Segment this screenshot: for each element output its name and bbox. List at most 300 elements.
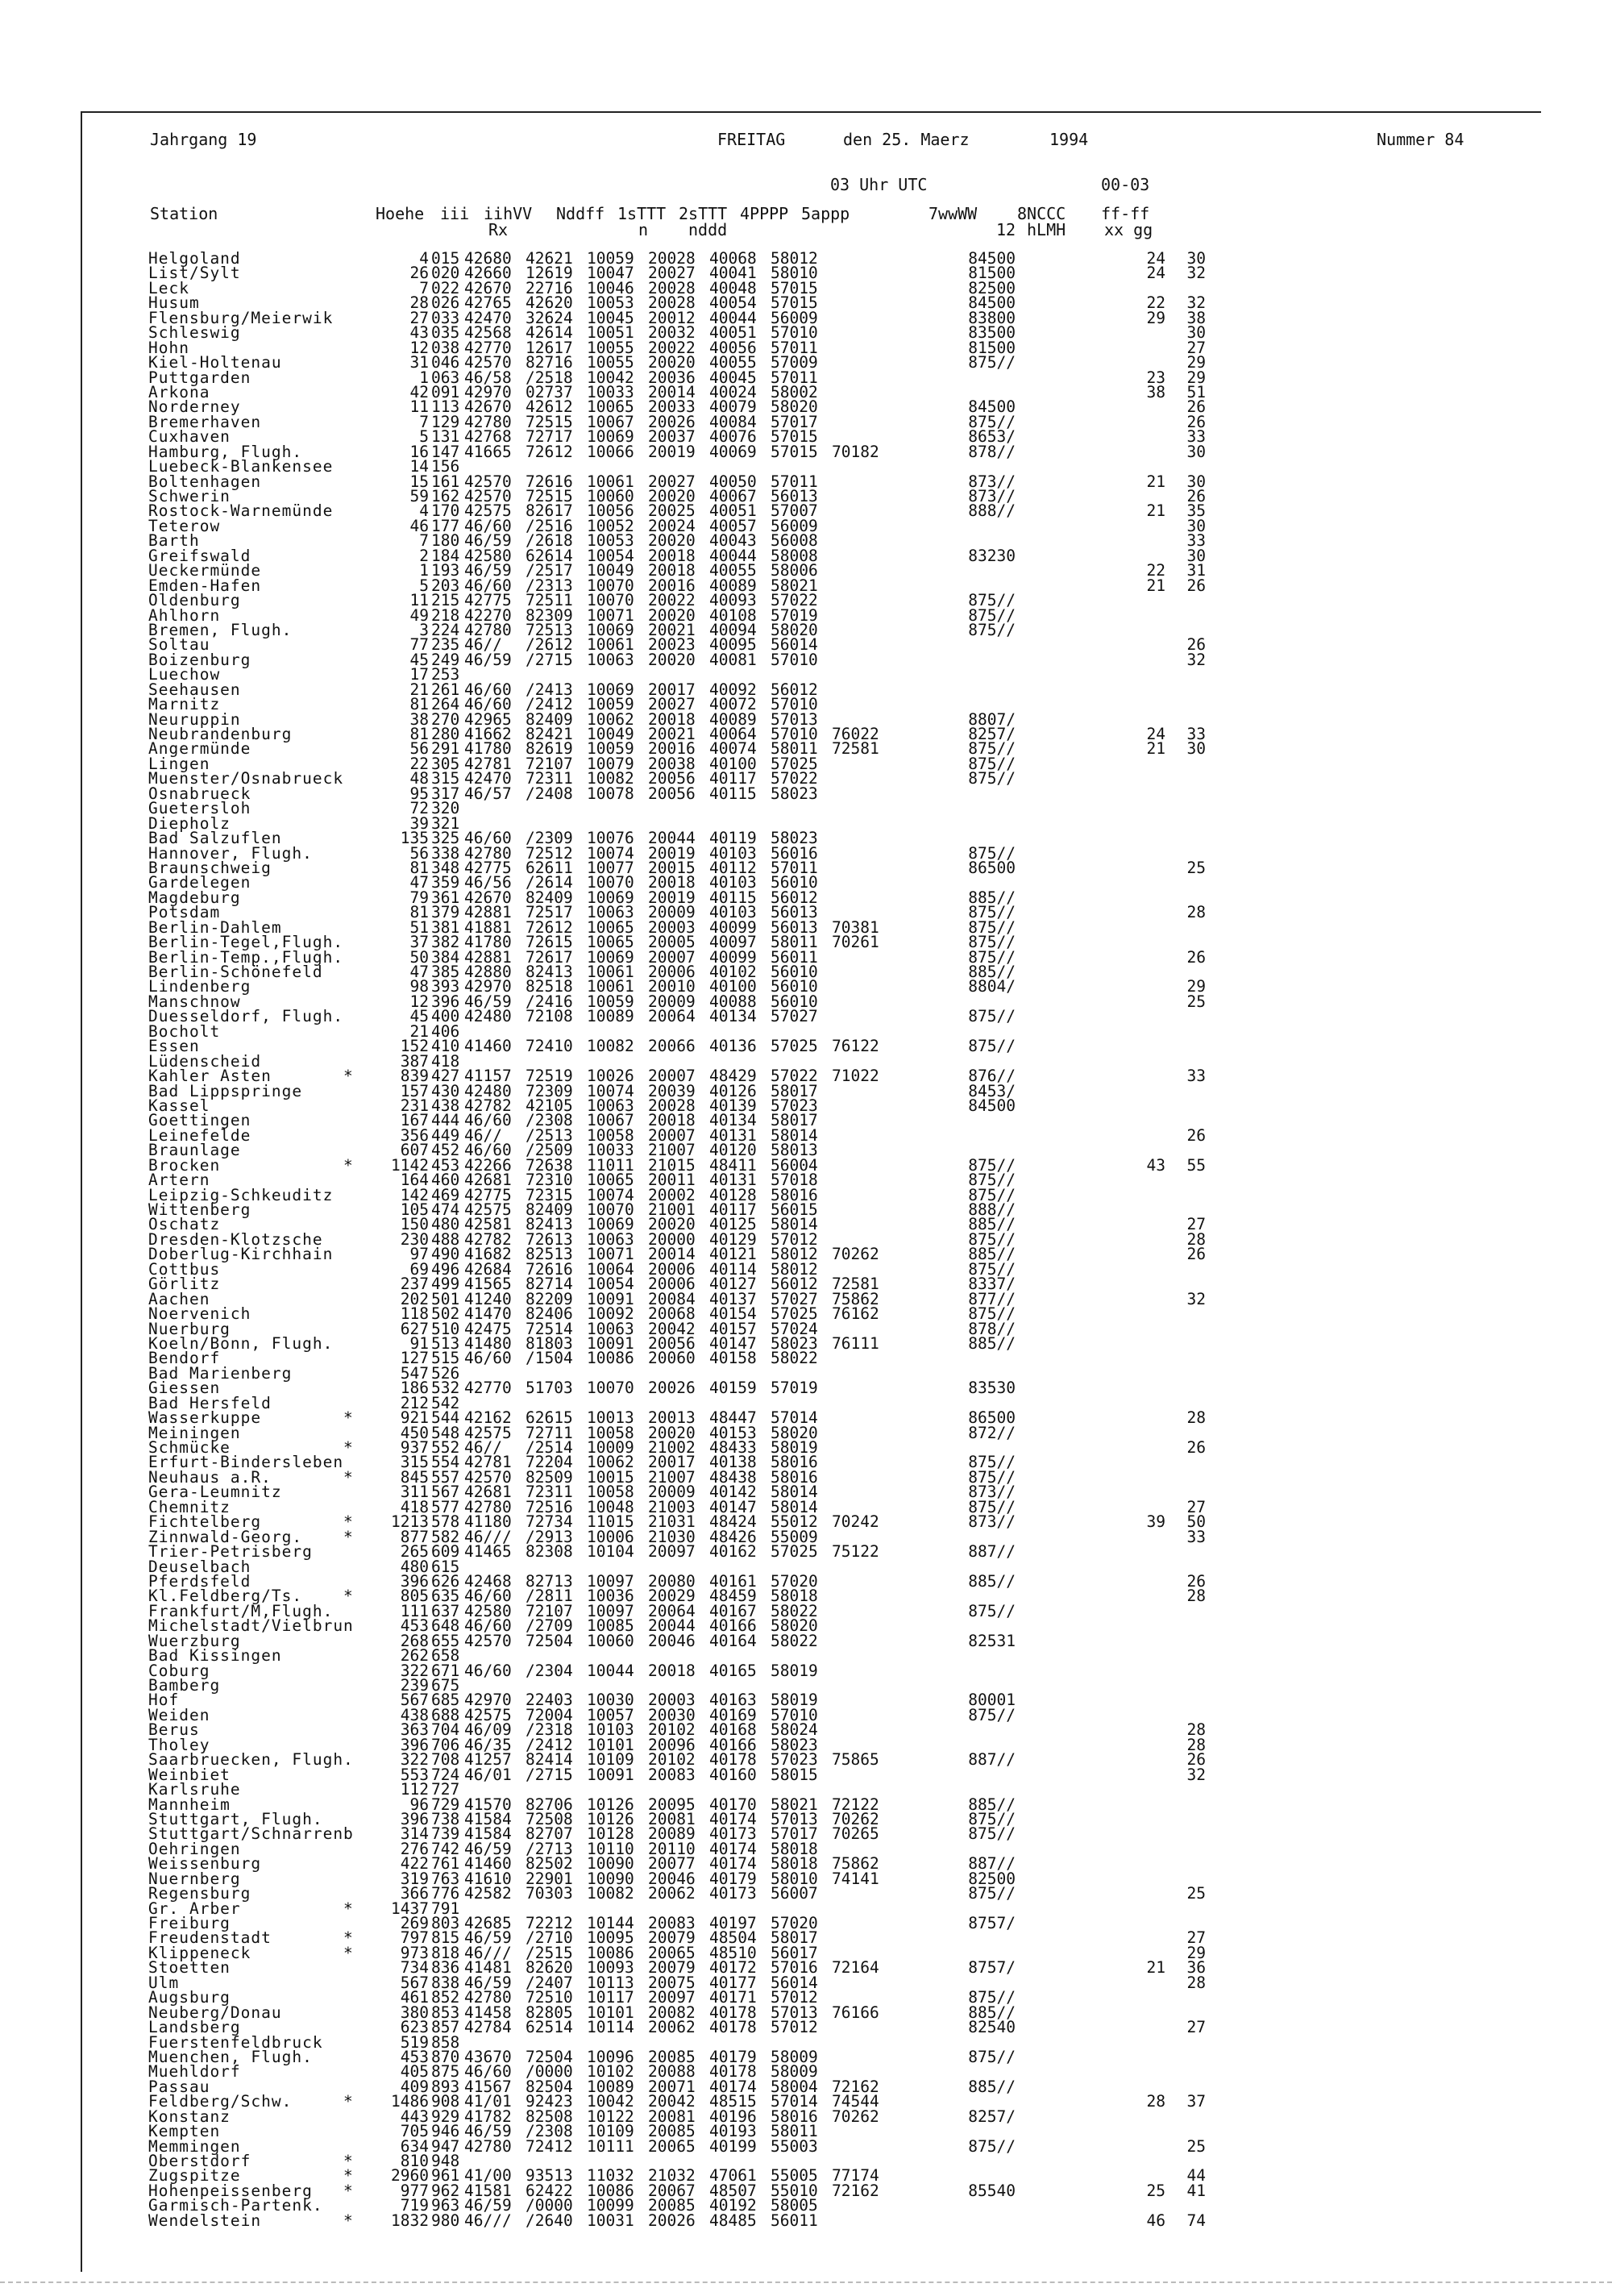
group-8nccc: 81500 bbox=[968, 338, 1016, 357]
station-name: Wendelstein bbox=[148, 2211, 262, 2230]
group-5appp: 58011 bbox=[771, 2122, 818, 2141]
group-iihvv: 46/59 bbox=[464, 1839, 512, 1858]
group-4pppp: 40158 bbox=[709, 1349, 757, 1368]
station-id: 249 bbox=[431, 650, 460, 669]
ff-gg: 26 bbox=[1186, 487, 1206, 505]
station-name: Kiel-Holtenau bbox=[148, 353, 282, 372]
group-5appp: 57013 bbox=[771, 709, 818, 729]
group-iihvv: 42881 bbox=[464, 947, 512, 967]
height: 31 bbox=[409, 353, 429, 372]
group-2sttt: 20038 bbox=[648, 754, 696, 773]
station-name: Rostock-Warnemünde bbox=[148, 501, 334, 521]
station-id: 738 bbox=[431, 1809, 460, 1828]
group-iihvv: 42780 bbox=[464, 2136, 512, 2156]
group-4pppp: 40088 bbox=[709, 992, 757, 1011]
group-8nccc: 875// bbox=[968, 947, 1016, 967]
group-iihvv: 41470 bbox=[464, 1304, 512, 1324]
group-1sttt: 10126 bbox=[587, 1795, 634, 1814]
station-id: 469 bbox=[431, 1185, 460, 1204]
ff-xx: 24 bbox=[1146, 249, 1165, 268]
group-nddff: 72107 bbox=[526, 1601, 573, 1620]
day-label: FREITAG bbox=[717, 130, 786, 149]
group-nddff: /2513 bbox=[526, 1125, 573, 1145]
group-iihvv: 41581 bbox=[464, 2181, 512, 2200]
group-5appp: 57011 bbox=[771, 338, 818, 357]
height: 396 bbox=[400, 1735, 429, 1754]
group-2sttt: 21015 bbox=[648, 1155, 696, 1175]
group-nddff: 62514 bbox=[526, 2018, 573, 2037]
station-id: 853 bbox=[431, 2003, 460, 2022]
station-name: Hohn bbox=[148, 338, 189, 357]
date-label: den 25. Maerz bbox=[843, 130, 970, 149]
station-id: 026 bbox=[431, 293, 460, 313]
height: 96 bbox=[409, 1795, 429, 1814]
group-nddff: /2413 bbox=[526, 680, 573, 699]
group-nddff: 51703 bbox=[526, 1379, 573, 1398]
group-iihvv: 42775 bbox=[464, 591, 512, 610]
height: 450 bbox=[400, 1423, 429, 1442]
station-id: 317 bbox=[431, 784, 460, 803]
station-name: Erfurt-Bindersleben bbox=[148, 1453, 344, 1472]
group-5appp: 56010 bbox=[771, 873, 818, 892]
ff-gg: 32 bbox=[1186, 264, 1206, 283]
group-8nccc: 82500 bbox=[968, 278, 1016, 297]
station-id: 129 bbox=[431, 412, 460, 431]
group-nddff: 72204 bbox=[526, 1453, 573, 1472]
station-id: 320 bbox=[431, 799, 460, 818]
station-id: 488 bbox=[431, 1229, 460, 1249]
group-1sttt: 10013 bbox=[587, 1408, 634, 1428]
group-2sttt: 20042 bbox=[648, 1319, 696, 1338]
station-id: 361 bbox=[431, 888, 460, 907]
group-4pppp: 40171 bbox=[709, 1988, 757, 2007]
group-iihvv: 46// bbox=[464, 635, 502, 655]
group-nddff: 72515 bbox=[526, 412, 573, 431]
group-1sttt: 10063 bbox=[587, 1319, 634, 1338]
group-nddff: 72107 bbox=[526, 754, 573, 773]
group-iihvv: 42670 bbox=[464, 888, 512, 907]
group-8nccc: 873// bbox=[968, 487, 1016, 505]
group-2sttt: 20068 bbox=[648, 1304, 696, 1324]
group-2sttt: 20017 bbox=[648, 1453, 696, 1472]
mountain-mark: * bbox=[343, 1943, 353, 1962]
ff-gg: 30 bbox=[1186, 323, 1206, 343]
group-2sttt: 20018 bbox=[648, 709, 696, 729]
group-2sttt: 20030 bbox=[648, 1705, 696, 1724]
ff-gg: 36 bbox=[1186, 1958, 1206, 1978]
station-id: 264 bbox=[431, 695, 460, 714]
station-name: Koeln/Bonn, Flugh. bbox=[148, 1333, 334, 1353]
station-id: 379 bbox=[431, 903, 460, 922]
group-iihvv: 46/60 bbox=[464, 1616, 512, 1636]
station-id: 348 bbox=[431, 858, 460, 877]
ff-gg: 26 bbox=[1186, 412, 1206, 431]
height: 319 bbox=[400, 1869, 429, 1888]
group-5appp: 58018 bbox=[771, 1587, 818, 1606]
group-8nccc: 82540 bbox=[968, 2018, 1016, 2037]
group-1sttt: 10006 bbox=[587, 1527, 634, 1546]
ff-gg: 26 bbox=[1186, 1245, 1206, 1264]
station-id: 729 bbox=[431, 1795, 460, 1814]
group-nddff: 82509 bbox=[526, 1467, 573, 1487]
height: 28 bbox=[409, 293, 429, 313]
station-name: Deuselbach bbox=[148, 1557, 251, 1576]
group-nddff: 82406 bbox=[526, 1304, 573, 1324]
group-iihvv: 41780 bbox=[464, 933, 512, 952]
group-nddff: 62615 bbox=[526, 1408, 573, 1428]
group-iihvv: 42970 bbox=[464, 1691, 512, 1710]
station-id: 203 bbox=[431, 576, 460, 595]
group-nddff: 82409 bbox=[526, 709, 573, 729]
ff-xx: 38 bbox=[1146, 382, 1165, 401]
group-5appp: 58006 bbox=[771, 561, 818, 580]
group-5appp: 58004 bbox=[771, 2077, 818, 2096]
group-iihvv: 42770 bbox=[464, 1379, 512, 1398]
group-1sttt: 10079 bbox=[587, 754, 634, 773]
group-2sttt: 20066 bbox=[648, 1037, 696, 1056]
group-4pppp: 40129 bbox=[709, 1229, 757, 1249]
station-name: Freudenstadt bbox=[148, 1928, 272, 1948]
station-name: Neuhaus a.R. bbox=[148, 1467, 272, 1487]
station-name: Bocholt bbox=[148, 1021, 221, 1041]
group-1sttt: 10063 bbox=[587, 1229, 634, 1249]
group-nddff: /2516 bbox=[526, 516, 573, 535]
group-5appp: 58019 bbox=[771, 1691, 818, 1710]
station-name: Berlin-Tegel,Flugh. bbox=[148, 933, 344, 952]
group-5appp: 57017 bbox=[771, 412, 818, 431]
group-1sttt: 10059 bbox=[587, 249, 634, 268]
group-2sttt: 20026 bbox=[648, 2211, 696, 2230]
height: 262 bbox=[400, 1646, 429, 1666]
ff-gg: 30 bbox=[1186, 472, 1206, 491]
group-1sttt: 10059 bbox=[587, 992, 634, 1011]
group-2sttt: 20027 bbox=[648, 472, 696, 491]
group-4pppp: 40199 bbox=[709, 2136, 757, 2156]
group-iihvv: 41584 bbox=[464, 1809, 512, 1828]
ff-gg: 30 bbox=[1186, 249, 1206, 268]
group-8nccc: 875// bbox=[968, 2136, 1016, 2156]
page-bottom-edge bbox=[0, 2281, 1612, 2288]
height: 239 bbox=[400, 1676, 429, 1695]
group-4pppp: 40193 bbox=[709, 2122, 757, 2141]
ff-gg: 29 bbox=[1186, 977, 1206, 996]
group-1sttt: 10099 bbox=[587, 2196, 634, 2215]
group-iihvv: 41682 bbox=[464, 1245, 512, 1264]
group-5appp: 57012 bbox=[771, 1229, 818, 1249]
group-4pppp: 40024 bbox=[709, 382, 757, 401]
group-iihvv: 42782 bbox=[464, 1096, 512, 1115]
group-4pppp: 40051 bbox=[709, 323, 757, 343]
group-2sttt: 20044 bbox=[648, 829, 696, 848]
group-2sttt: 20009 bbox=[648, 1483, 696, 1502]
station-name: Arkona bbox=[148, 382, 210, 401]
station-name: Leck bbox=[148, 278, 189, 297]
group-2sttt: 20042 bbox=[648, 2092, 696, 2111]
station-id: 567 bbox=[431, 1483, 460, 1502]
group-2sttt: 20032 bbox=[648, 323, 696, 343]
group-2sttt: 21003 bbox=[648, 1497, 696, 1516]
group-iihvv: 41610 bbox=[464, 1869, 512, 1888]
group-8nccc: 84500 bbox=[968, 293, 1016, 313]
station-name: Cuxhaven bbox=[148, 427, 231, 447]
height: 1213 bbox=[391, 1512, 429, 1532]
station-id: 542 bbox=[431, 1393, 460, 1412]
group-8nccc: 86500 bbox=[968, 1408, 1016, 1428]
group-2sttt: 20064 bbox=[648, 1007, 696, 1026]
group-nddff: 72612 bbox=[526, 917, 573, 937]
group-4pppp: 40045 bbox=[709, 368, 757, 387]
height: 877 bbox=[400, 1527, 429, 1546]
station-id: 948 bbox=[431, 2152, 460, 2170]
col-iii: iii bbox=[440, 204, 470, 223]
group-7wwww: 76162 bbox=[832, 1304, 879, 1324]
ff-gg: 30 bbox=[1186, 546, 1206, 565]
ff-gg: 38 bbox=[1186, 308, 1206, 327]
ff-gg: 33 bbox=[1186, 1527, 1206, 1546]
height: 42 bbox=[409, 382, 429, 401]
group-1sttt: 10069 bbox=[587, 1215, 634, 1234]
group-1sttt: 10074 bbox=[587, 843, 634, 863]
group-iihvv: 42570 bbox=[464, 1467, 512, 1487]
group-8nccc: 82531 bbox=[968, 1631, 1016, 1650]
group-nddff: 82508 bbox=[526, 2107, 573, 2126]
group-1sttt: 10144 bbox=[587, 1914, 634, 1932]
height: 4 bbox=[419, 249, 429, 268]
group-iihvv: 46/60 bbox=[464, 1587, 512, 1606]
station-id: 046 bbox=[431, 353, 460, 372]
height: 567 bbox=[400, 1973, 429, 1992]
group-1sttt: 10070 bbox=[587, 1379, 634, 1398]
station-name: Husum bbox=[148, 293, 200, 313]
group-4pppp: 40163 bbox=[709, 1691, 757, 1710]
station-id: 156 bbox=[431, 457, 460, 476]
group-5appp: 57012 bbox=[771, 2018, 818, 2037]
group-1sttt: 10053 bbox=[587, 293, 634, 313]
station-name: Meiningen bbox=[148, 1423, 241, 1442]
group-5appp: 58023 bbox=[771, 829, 818, 848]
group-7wwww: 76022 bbox=[832, 725, 879, 743]
group-nddff: /1504 bbox=[526, 1349, 573, 1368]
height: 627 bbox=[400, 1319, 429, 1338]
group-4pppp: 40055 bbox=[709, 353, 757, 372]
mountain-mark: * bbox=[343, 2166, 353, 2186]
group-iihvv: 46/60 bbox=[464, 695, 512, 714]
group-5appp: 58009 bbox=[771, 2047, 818, 2066]
group-iihvv: 42468 bbox=[464, 1571, 512, 1591]
group-1sttt: 10074 bbox=[587, 1185, 634, 1204]
group-4pppp: 40093 bbox=[709, 591, 757, 610]
group-4pppp: 40043 bbox=[709, 531, 757, 551]
group-iihvv: 42970 bbox=[464, 382, 512, 401]
height: 607 bbox=[400, 1141, 429, 1160]
group-2sttt: 20020 bbox=[648, 650, 696, 669]
station-id: 177 bbox=[431, 516, 460, 535]
group-2sttt: 20003 bbox=[648, 917, 696, 937]
group-2sttt: 20018 bbox=[648, 1111, 696, 1130]
group-nddff: 72108 bbox=[526, 1007, 573, 1026]
station-id: 526 bbox=[431, 1363, 460, 1383]
group-4pppp: 40100 bbox=[709, 754, 757, 773]
group-2sttt: 20024 bbox=[648, 516, 696, 535]
group-2sttt: 20083 bbox=[648, 1765, 696, 1784]
height: 438 bbox=[400, 1705, 429, 1724]
height: 567 bbox=[400, 1691, 429, 1710]
group-5appp: 57014 bbox=[771, 2092, 818, 2111]
group-4pppp: 48438 bbox=[709, 1467, 757, 1487]
group-8nccc: 83530 bbox=[968, 1379, 1016, 1398]
group-2sttt: 20079 bbox=[648, 1928, 696, 1948]
height: 921 bbox=[400, 1408, 429, 1428]
ff-gg: 33 bbox=[1186, 1067, 1206, 1086]
ff-gg: 26 bbox=[1186, 1438, 1206, 1457]
station-name: Dresden-Klotzsche bbox=[148, 1229, 323, 1249]
group-1sttt: 10122 bbox=[587, 2107, 634, 2126]
group-5appp: 57011 bbox=[771, 472, 818, 491]
ff-gg: 30 bbox=[1186, 516, 1206, 535]
group-2sttt: 20028 bbox=[648, 293, 696, 313]
group-2sttt: 21001 bbox=[648, 1200, 696, 1219]
station-id: 038 bbox=[431, 338, 460, 357]
table-row bbox=[0, 2211, 1612, 2230]
station-id: 704 bbox=[431, 1720, 460, 1740]
station-name: Wittenberg bbox=[148, 1200, 251, 1219]
group-4pppp: 40103 bbox=[709, 873, 757, 892]
period-label: 00-03 bbox=[1101, 175, 1150, 194]
group-2sttt: 20003 bbox=[648, 1691, 696, 1710]
group-4pppp: 48459 bbox=[709, 1587, 757, 1606]
group-nddff: /2412 bbox=[526, 1735, 573, 1754]
group-4pppp: 40114 bbox=[709, 1259, 757, 1279]
group-5appp: 58014 bbox=[771, 1215, 818, 1234]
group-iihvv: 42575 bbox=[464, 1705, 512, 1724]
group-2sttt: 20067 bbox=[648, 2181, 696, 2200]
group-nddff: /2308 bbox=[526, 2122, 573, 2141]
group-5appp: 57020 bbox=[771, 1914, 818, 1932]
height: 553 bbox=[400, 1765, 429, 1784]
group-8nccc: 887// bbox=[968, 1854, 1016, 1874]
sub-12: 12 bbox=[996, 220, 1016, 239]
height: 164 bbox=[400, 1171, 429, 1190]
group-5appp: 58022 bbox=[771, 1631, 818, 1650]
station-id: 947 bbox=[431, 2136, 460, 2156]
group-4pppp: 40112 bbox=[709, 858, 757, 877]
station-table bbox=[0, 249, 1612, 2230]
group-1sttt: 10055 bbox=[587, 338, 634, 357]
group-4pppp: 40044 bbox=[709, 308, 757, 327]
station-id: 857 bbox=[431, 2018, 460, 2037]
group-5appp: 57014 bbox=[771, 1408, 818, 1428]
station-name: Hannover, Flugh. bbox=[148, 843, 313, 863]
group-iihvv: 46/09 bbox=[464, 1720, 512, 1740]
group-4pppp: 40147 bbox=[709, 1497, 757, 1516]
station-id: 305 bbox=[431, 754, 460, 773]
group-iihvv: 42881 bbox=[464, 903, 512, 922]
group-1sttt: 10033 bbox=[587, 382, 634, 401]
height: 231 bbox=[400, 1096, 429, 1115]
station-id: 063 bbox=[431, 368, 460, 387]
group-nddff: 82308 bbox=[526, 1542, 573, 1562]
group-iihvv: 46// bbox=[464, 1438, 502, 1457]
group-1sttt: 10074 bbox=[587, 1081, 634, 1100]
height: 150 bbox=[400, 1215, 429, 1234]
group-5appp: 58017 bbox=[771, 1111, 818, 1130]
station-name: Karlsruhe bbox=[148, 1780, 241, 1799]
station-name: Bendorf bbox=[148, 1349, 221, 1368]
station-name: Stuttgart/Schnarrenb bbox=[148, 1824, 354, 1844]
group-5appp: 57023 bbox=[771, 1750, 818, 1770]
group-nddff: 12617 bbox=[526, 338, 573, 357]
group-1sttt: 10062 bbox=[587, 709, 634, 729]
group-nddff: 72512 bbox=[526, 843, 573, 863]
group-5appp: 56010 bbox=[771, 977, 818, 996]
station-id: 727 bbox=[431, 1780, 460, 1799]
group-5appp: 57012 bbox=[771, 1988, 818, 2007]
group-5appp: 58014 bbox=[771, 1483, 818, 1502]
group-iihvv: 41662 bbox=[464, 725, 512, 743]
group-8nccc: 875// bbox=[968, 1229, 1016, 1249]
height: 2960 bbox=[391, 2166, 429, 2186]
height: 2 bbox=[419, 546, 429, 565]
station-name: Nuerburg bbox=[148, 1319, 231, 1338]
group-2sttt: 20085 bbox=[648, 2047, 696, 2066]
station-name: Berus bbox=[148, 1720, 200, 1740]
station-name: Regensburg bbox=[148, 1884, 251, 1903]
station-id: 131 bbox=[431, 427, 460, 447]
sub-rx: Rx bbox=[488, 220, 509, 239]
height: 39 bbox=[409, 813, 429, 833]
group-1sttt: 10044 bbox=[587, 1661, 634, 1680]
group-1sttt: 10061 bbox=[587, 977, 634, 996]
group-4pppp: 40117 bbox=[709, 769, 757, 788]
group-4pppp: 40172 bbox=[709, 1958, 757, 1978]
station-name: Kahler Asten bbox=[148, 1067, 272, 1086]
ff-gg: 50 bbox=[1186, 1512, 1206, 1532]
group-iihvv: 41180 bbox=[464, 1512, 512, 1532]
station-id: 444 bbox=[431, 1111, 460, 1130]
group-1sttt: 10101 bbox=[587, 1735, 634, 1754]
group-nddff: /2509 bbox=[526, 1141, 573, 1160]
station-id: 033 bbox=[431, 308, 460, 327]
group-4pppp: 40119 bbox=[709, 829, 757, 848]
group-5appp: 57023 bbox=[771, 1096, 818, 1115]
group-2sttt: 20019 bbox=[648, 442, 696, 461]
height: 268 bbox=[400, 1631, 429, 1650]
ff-gg: 28 bbox=[1186, 1587, 1206, 1606]
group-1sttt: 10082 bbox=[587, 769, 634, 788]
station-name: Konstanz bbox=[148, 2107, 231, 2126]
height: 453 bbox=[400, 1616, 429, 1636]
table-row bbox=[0, 1886, 1612, 1901]
group-iihvv: 42780 bbox=[464, 1497, 512, 1516]
group-4pppp: 40048 bbox=[709, 278, 757, 297]
station-name: Osnabrueck bbox=[148, 784, 251, 803]
station-id: 180 bbox=[431, 531, 460, 551]
station-id: 438 bbox=[431, 1096, 460, 1115]
group-nddff: /2713 bbox=[526, 1839, 573, 1858]
group-2sttt: 20018 bbox=[648, 561, 696, 580]
station-name: Klippeneck bbox=[148, 1943, 251, 1962]
station-id: 184 bbox=[431, 546, 460, 565]
ff-xx: 25 bbox=[1146, 2181, 1165, 2200]
station-id: 325 bbox=[431, 829, 460, 848]
station-name: Kl.Feldberg/Ts. bbox=[148, 1587, 303, 1606]
group-2sttt: 21030 bbox=[648, 1527, 696, 1546]
group-2sttt: 20060 bbox=[648, 1349, 696, 1368]
group-4pppp: 40084 bbox=[709, 412, 757, 431]
group-8nccc: 8804/ bbox=[968, 977, 1016, 996]
station-name: Oldenburg bbox=[148, 591, 241, 610]
col-nddff: Nddff bbox=[556, 204, 605, 223]
